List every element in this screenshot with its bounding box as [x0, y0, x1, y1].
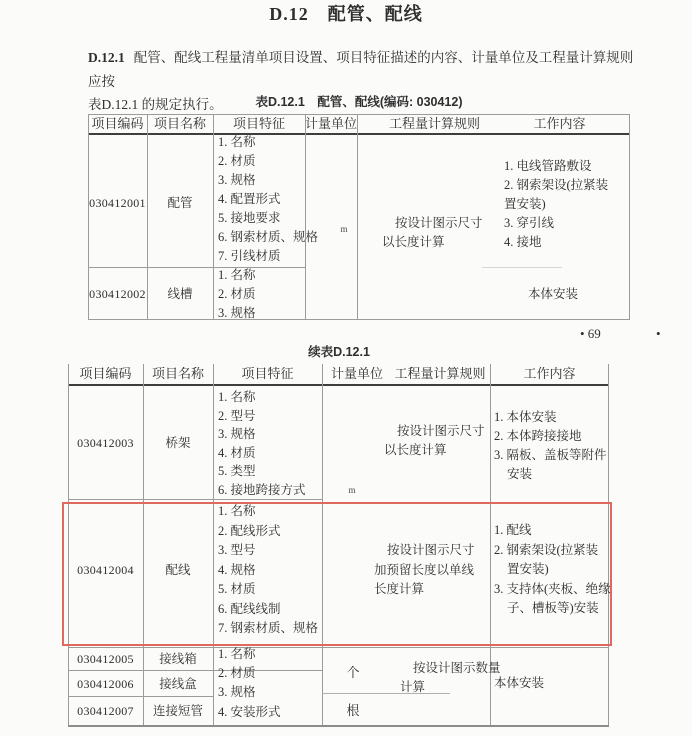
table1-row-divider-light	[482, 267, 562, 268]
item-name: 线槽	[167, 287, 193, 301]
feature-line: 7. 引线材质	[218, 249, 281, 263]
feature-line: 5. 类型	[218, 464, 256, 479]
work-line: 1. 电线管路敷设	[504, 159, 592, 173]
table2-header-code: 项目编码	[79, 366, 132, 381]
page-number: • 69	[580, 326, 601, 341]
rule-line: 以长度计算	[384, 443, 447, 457]
work-line: 2. 钢索架设(拉紧装	[494, 542, 599, 557]
feature-line: 2. 材质	[218, 666, 256, 681]
table2-header-work: 工作内容	[523, 366, 576, 381]
work-line: 3. 隔板、盖板等附件	[494, 448, 607, 462]
table2-caption: 续表D.12.1	[308, 345, 370, 359]
rule-line: 按设计图示尺寸	[397, 424, 485, 438]
clause-line-1	[88, 46, 644, 93]
unit-value: 根	[346, 703, 360, 718]
table1-row-divider	[88, 267, 306, 268]
rule-line: 以长度计算	[382, 235, 445, 249]
feature-line: 6. 接地跨接方式	[218, 482, 306, 497]
feature-line: 1. 名称	[218, 268, 256, 282]
table1-top-border	[88, 114, 630, 115]
table1-header-work: 工作内容	[533, 116, 586, 131]
rule-line: 按设计图示数量	[413, 661, 501, 675]
rule-line: 加预留长度以单线	[374, 562, 475, 577]
feature-line: 2. 材质	[218, 154, 256, 168]
table1-header-underline	[88, 133, 630, 135]
work-line: 4. 接地	[504, 235, 542, 249]
item-name: 接线箱	[159, 652, 197, 666]
t1-rule-block	[382, 214, 483, 252]
feature-line: 4. 规格	[218, 562, 256, 577]
feature-line: 1. 名称	[218, 390, 256, 404]
feature-line: 6. 钢索材质、规格	[218, 230, 319, 244]
feature-line: 3. 型号	[218, 543, 256, 557]
t2-r2-features	[218, 502, 318, 639]
clause-text: 配管、配线工程量清单项目设置、项目特征描述的内容、计量单位及工程量计算规则应按	[88, 50, 634, 89]
rule-line: 长度计算	[374, 582, 425, 596]
rule-line: 按设计图示尺寸	[395, 216, 483, 230]
feature-line: 3. 规格	[218, 173, 256, 187]
table1-header-name: 项目名称	[153, 116, 206, 131]
work-line: 安装	[507, 467, 533, 481]
t2-bottom-rule	[400, 659, 501, 696]
work-line: 本体安装	[528, 287, 579, 301]
work-line: 子、槽板等)安装	[507, 601, 599, 615]
table1-header-features: 项目特征	[232, 116, 285, 131]
item-name: 桥架	[165, 436, 191, 450]
table2-header-rule: 工程量计算规则	[394, 366, 486, 381]
t1-r1-work	[504, 157, 608, 252]
item-code: 030412001	[89, 196, 146, 210]
table2-row-divider	[68, 647, 609, 648]
t2-r1-features	[218, 388, 306, 500]
feature-line: 3. 规格	[218, 306, 256, 320]
table2-row-divider	[68, 696, 213, 697]
item-code: 030412007	[77, 704, 134, 718]
table2-header-underline	[68, 384, 609, 386]
feature-line: 1. 名称	[218, 647, 256, 661]
unit-value: m	[348, 485, 356, 495]
work-line: 1. 本体安装	[494, 410, 557, 424]
work-line: 2. 本体跨接接地	[494, 429, 582, 443]
table1-header-unit: 计量单位	[305, 116, 358, 131]
item-name: 连接短管	[152, 704, 203, 718]
table1-header-code: 项目编码	[91, 116, 144, 131]
feature-line: 6. 配线线制	[218, 601, 281, 616]
item-code: 030412003	[77, 436, 134, 450]
table1-bottom-border	[88, 319, 630, 320]
feature-line: 2. 型号	[218, 408, 256, 423]
work-line: 1. 配线	[494, 523, 532, 537]
table2-header-name: 项目名称	[151, 366, 204, 381]
table2-header-unit: 计量单位	[330, 366, 383, 381]
t2-r2-work	[494, 521, 611, 619]
section-title: D.12 配管、配线	[269, 4, 423, 24]
work-line: 3. 支持体(夹板、绝缘	[494, 581, 611, 596]
feature-line: 5. 材质	[218, 582, 256, 596]
work-line: 2. 钢索架设(拉紧装	[504, 178, 609, 192]
feature-line: 7. 钢索材质、规格	[218, 621, 319, 635]
feature-line: 4. 安装形式	[218, 704, 281, 719]
table2-row-divider	[68, 670, 322, 671]
clause-line-2: 表D.12.1 的规定执行。	[88, 97, 223, 112]
page-number-dot: •	[656, 326, 661, 341]
clause-number: D.12.1	[88, 50, 125, 65]
table1-col-divider	[213, 114, 214, 320]
table2-bottom-border	[68, 725, 609, 727]
feature-line: 5. 接地要求	[218, 211, 281, 225]
work-line: 本体安装	[494, 676, 545, 690]
work-line: 置安装)	[507, 562, 549, 576]
rule-line: 按设计图示尺寸	[387, 543, 475, 557]
unit-value: 个	[346, 665, 360, 680]
t1-r1-features	[218, 133, 318, 266]
work-line: 3. 穿引线	[504, 216, 555, 230]
item-code: 030412004	[77, 563, 134, 577]
feature-line: 1. 名称	[218, 504, 256, 518]
item-name: 接线盒	[159, 677, 197, 691]
feature-line: 3. 规格	[218, 427, 256, 442]
feature-line: 2. 配线形式	[218, 523, 281, 538]
item-code: 030412005	[77, 652, 134, 666]
feature-line: 4. 材质	[218, 445, 256, 460]
feature-line: 4. 配置形式	[218, 192, 281, 206]
table1-caption: 表D.12.1 配管、配线(编码: 030412)	[255, 95, 463, 109]
t2-r1-rule	[384, 422, 485, 460]
unit-value: m	[340, 224, 348, 234]
rule-line: 计算	[400, 679, 426, 694]
feature-line: 3. 规格	[218, 685, 256, 700]
work-line: 置安装)	[504, 197, 546, 211]
item-code: 030412002	[89, 287, 146, 301]
item-name: 配管	[167, 196, 193, 210]
t2-bottom-features	[218, 645, 281, 722]
item-name: 配线	[165, 563, 191, 577]
table2-header-features: 项目特征	[241, 366, 294, 381]
feature-line: 2. 材质	[218, 287, 256, 301]
table1-header-rule: 工程量计算规则	[388, 116, 480, 131]
item-code: 030412006	[77, 677, 134, 691]
table1-border-right	[629, 114, 630, 320]
t1-r2-features	[218, 266, 256, 323]
feature-line: 1. 名称	[218, 135, 256, 149]
table1-col-divider	[357, 114, 358, 320]
t2-r2-rule	[374, 541, 475, 600]
t2-r1-work	[494, 408, 607, 484]
